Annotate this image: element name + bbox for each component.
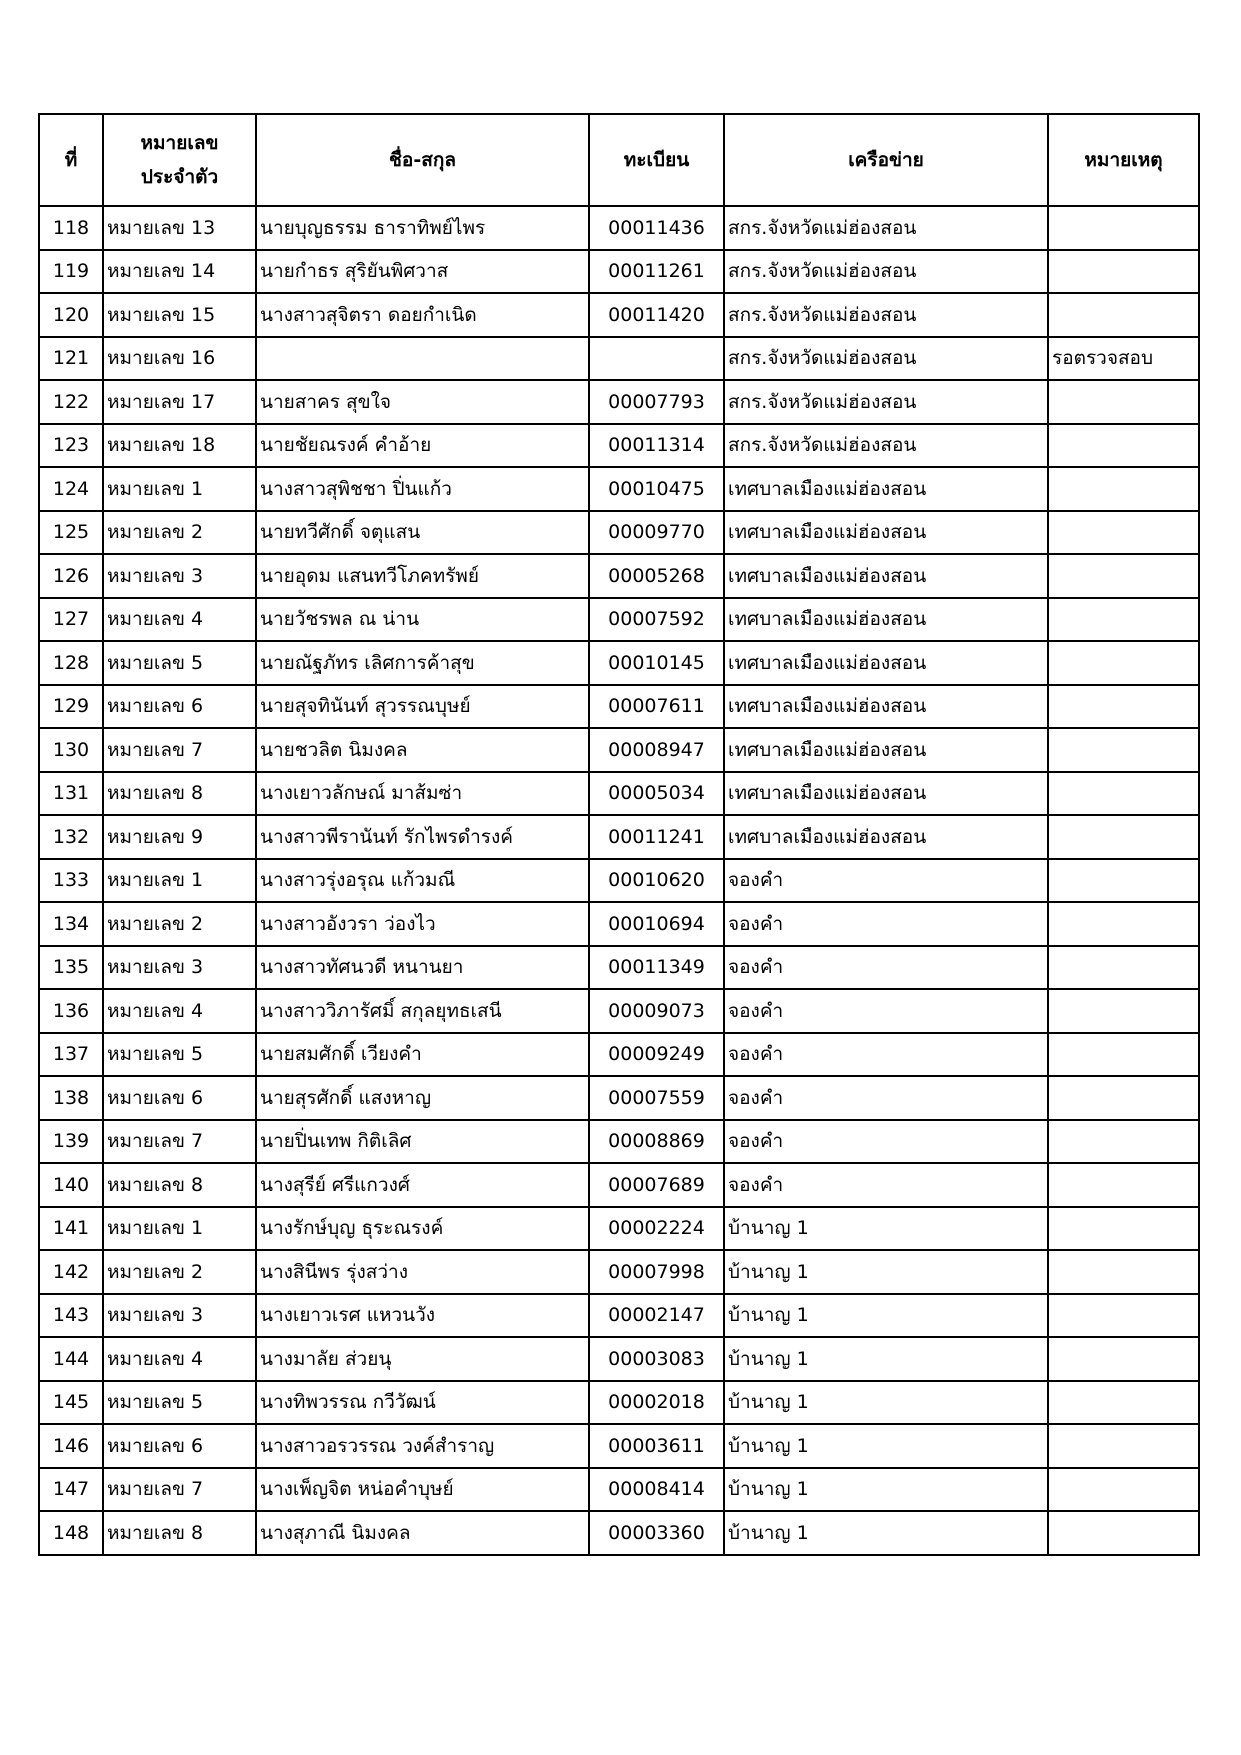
cell-name: นางมาลัย ส่วยนุ [256,1337,589,1381]
cell-registration: 00007592 [589,598,724,642]
cell-note [1048,1468,1199,1512]
cell-registration: 00011241 [589,815,724,859]
cell-name: นายปิ่นเทพ กิติเลิศ [256,1120,589,1164]
cell-no: 141 [39,1207,103,1251]
cell-no: 142 [39,1250,103,1294]
cell-note [1048,598,1199,642]
cell-id-number: หมายเลข 5 [103,641,256,685]
cell-id-number: หมายเลข 7 [103,728,256,772]
cell-note [1048,772,1199,816]
cell-network: จองคำ [724,1120,1048,1164]
table-row [39,1250,1199,1294]
table-row [39,1511,1199,1555]
cell-registration: 00008869 [589,1120,724,1164]
cell-name: นายสาคร สุขใจ [256,380,589,424]
roster-table [38,113,1200,1556]
header-id-line2: ประจำตัว [140,166,219,188]
cell-id-number: หมายเลข 2 [103,511,256,555]
cell-network: บ้านาญ 1 [724,1381,1048,1425]
cell-note [1048,1076,1199,1120]
header-note: หมายเหตุ [1048,114,1199,206]
cell-registration: 00011261 [589,250,724,294]
cell-note [1048,1033,1199,1077]
cell-network: บ้านาญ 1 [724,1294,1048,1338]
cell-network: จองคำ [724,1076,1048,1120]
cell-network: สกร.จังหวัดแม่ฮ่องสอน [724,250,1048,294]
cell-id-number: หมายเลข 6 [103,685,256,729]
cell-registration: 00003360 [589,1511,724,1555]
cell-note [1048,728,1199,772]
cell-id-number: หมายเลข 17 [103,380,256,424]
table-row [39,380,1199,424]
cell-no: 128 [39,641,103,685]
cell-no: 136 [39,989,103,1033]
cell-registration: 00008414 [589,1468,724,1512]
cell-name: นางสาวอรวรรณ วงค์สำราญ [256,1424,589,1468]
cell-no: 123 [39,424,103,468]
table-row [39,250,1199,294]
table-row [39,1207,1199,1251]
cell-no: 137 [39,1033,103,1077]
cell-no: 121 [39,337,103,381]
table-row [39,1076,1199,1120]
cell-note [1048,859,1199,903]
cell-network: บ้านาญ 1 [724,1207,1048,1251]
table-row [39,685,1199,729]
cell-no: 144 [39,1337,103,1381]
cell-network: สกร.จังหวัดแม่ฮ่องสอน [724,206,1048,250]
cell-note [1048,1207,1199,1251]
cell-network: บ้านาญ 1 [724,1250,1048,1294]
cell-registration: 00002018 [589,1381,724,1425]
cell-note [1048,1424,1199,1468]
cell-network: เทศบาลเมืองแม่ฮ่องสอน [724,772,1048,816]
table-row [39,1424,1199,1468]
cell-no: 132 [39,815,103,859]
cell-id-number: หมายเลข 4 [103,989,256,1033]
cell-note [1048,815,1199,859]
cell-note [1048,511,1199,555]
cell-name: นายสุรศักดิ์ แสงหาญ [256,1076,589,1120]
table-row [39,1468,1199,1512]
table-row [39,467,1199,511]
cell-id-number: หมายเลข 14 [103,250,256,294]
cell-id-number: หมายเลข 16 [103,337,256,381]
table-row [39,772,1199,816]
cell-network: บ้านาญ 1 [724,1511,1048,1555]
table-row [39,815,1199,859]
header-registration: ทะเบียน [589,114,724,206]
cell-network: สกร.จังหวัดแม่ฮ่องสอน [724,424,1048,468]
cell-note [1048,1294,1199,1338]
cell-note [1048,206,1199,250]
cell-registration: 00008947 [589,728,724,772]
cell-registration: 00011420 [589,293,724,337]
cell-name: นางสาวอังวรา ว่องไว [256,902,589,946]
cell-no: 124 [39,467,103,511]
cell-network: บ้านาญ 1 [724,1468,1048,1512]
cell-registration [589,337,724,381]
cell-network: จองคำ [724,946,1048,990]
cell-id-number: หมายเลข 9 [103,815,256,859]
cell-registration: 00010694 [589,902,724,946]
cell-no: 125 [39,511,103,555]
cell-network: จองคำ [724,989,1048,1033]
cell-name: นายสุจทินันท์ สุวรรณบุษย์ [256,685,589,729]
table-row [39,641,1199,685]
cell-registration: 00007998 [589,1250,724,1294]
cell-id-number: หมายเลข 6 [103,1076,256,1120]
cell-id-number: หมายเลข 3 [103,554,256,598]
cell-registration: 00011314 [589,424,724,468]
cell-no: 147 [39,1468,103,1512]
header-id-line1: หมายเลข [140,132,219,154]
table-body [39,206,1199,1555]
cell-no: 148 [39,1511,103,1555]
cell-network: จองคำ [724,1033,1048,1077]
table-row [39,1163,1199,1207]
table-row [39,206,1199,250]
cell-network: บ้านาญ 1 [724,1424,1048,1468]
table-row [39,293,1199,337]
cell-no: 135 [39,946,103,990]
cell-name: นางสาวสุจิตรา ดอยกำเนิด [256,293,589,337]
cell-network: เทศบาลเมืองแม่ฮ่องสอน [724,467,1048,511]
header-name: ชื่อ-สกุล [256,114,589,206]
cell-no: 130 [39,728,103,772]
cell-id-number: หมายเลข 5 [103,1381,256,1425]
cell-no: 126 [39,554,103,598]
cell-no: 120 [39,293,103,337]
cell-network: สกร.จังหวัดแม่ฮ่องสอน [724,337,1048,381]
cell-network: เทศบาลเมืองแม่ฮ่องสอน [724,685,1048,729]
cell-note [1048,641,1199,685]
cell-name: นายอุดม แสนทวีโภคทรัพย์ [256,554,589,598]
cell-id-number: หมายเลข 8 [103,1163,256,1207]
cell-registration: 00005034 [589,772,724,816]
cell-id-number: หมายเลข 3 [103,1294,256,1338]
cell-name: นางทิพวรรณ กวีวัฒน์ [256,1381,589,1425]
cell-registration: 00010475 [589,467,724,511]
cell-note: รอตรวจสอบ [1048,337,1199,381]
cell-no: 143 [39,1294,103,1338]
cell-note [1048,467,1199,511]
table-row [39,337,1199,381]
cell-id-number: หมายเลข 1 [103,467,256,511]
cell-name: นางสุภาณี นิมงคล [256,1511,589,1555]
cell-note [1048,989,1199,1033]
cell-name: นางสาวพีรานันท์ รักไพรดำรงค์ [256,815,589,859]
cell-registration: 00007689 [589,1163,724,1207]
cell-note [1048,1120,1199,1164]
header-no: ที่ [39,114,103,206]
table-row [39,902,1199,946]
table-row [39,1120,1199,1164]
cell-network: เทศบาลเมืองแม่ฮ่องสอน [724,728,1048,772]
cell-name: นายกำธร สุริยันพิศวาส [256,250,589,294]
cell-registration: 00011349 [589,946,724,990]
table-row [39,989,1199,1033]
cell-no: 140 [39,1163,103,1207]
cell-id-number: หมายเลข 1 [103,1207,256,1251]
cell-name: นางเพ็ญจิต หน่อคำบุษย์ [256,1468,589,1512]
cell-name: นางเยาวลักษณ์ มาส้มซ่า [256,772,589,816]
cell-id-number: หมายเลข 7 [103,1120,256,1164]
cell-id-number: หมายเลข 7 [103,1468,256,1512]
cell-no: 133 [39,859,103,903]
cell-no: 145 [39,1381,103,1425]
cell-registration: 00002224 [589,1207,724,1251]
cell-name: นางสาวรุ่งอรุณ แก้วมณี [256,859,589,903]
cell-name: นางสุรีย์ ศรีแกวงศ์ [256,1163,589,1207]
cell-no: 122 [39,380,103,424]
cell-name: นางสินีพร รุ่งสว่าง [256,1250,589,1294]
cell-network: เทศบาลเมืองแม่ฮ่องสอน [724,554,1048,598]
cell-id-number: หมายเลข 5 [103,1033,256,1077]
cell-network: เทศบาลเมืองแม่ฮ่องสอน [724,641,1048,685]
table-row [39,1381,1199,1425]
cell-name: นางสาวสุพิชชา ปิ่นแก้ว [256,467,589,511]
cell-registration: 00007559 [589,1076,724,1120]
cell-name: นางสาววิภารัศมิ์ สกุลยุทธเสนี [256,989,589,1033]
cell-note [1048,685,1199,729]
cell-network: จองคำ [724,1163,1048,1207]
cell-id-number: หมายเลข 18 [103,424,256,468]
cell-id-number: หมายเลข 8 [103,772,256,816]
cell-note [1048,554,1199,598]
cell-name: นายสมศักดิ์ เวียงคำ [256,1033,589,1077]
cell-name: นายบุญธรรม ธาราทิพย์ไพร [256,206,589,250]
cell-no: 131 [39,772,103,816]
cell-no: 118 [39,206,103,250]
cell-id-number: หมายเลข 6 [103,1424,256,1468]
cell-no: 134 [39,902,103,946]
cell-registration: 00007611 [589,685,724,729]
cell-name: นางสาวทัศนวดี หนานยา [256,946,589,990]
cell-name: นายณัฐภัทร เลิศการค้าสุข [256,641,589,685]
cell-network: จองคำ [724,859,1048,903]
cell-note [1048,293,1199,337]
cell-network: เทศบาลเมืองแม่ฮ่องสอน [724,815,1048,859]
cell-no: 139 [39,1120,103,1164]
cell-no: 119 [39,250,103,294]
cell-id-number: หมายเลข 8 [103,1511,256,1555]
cell-id-number: หมายเลข 1 [103,859,256,903]
table-row [39,946,1199,990]
cell-registration: 00011436 [589,206,724,250]
cell-note [1048,424,1199,468]
cell-note [1048,1163,1199,1207]
table-row [39,728,1199,772]
cell-name: นายชวลิต นิมงคล [256,728,589,772]
cell-no: 129 [39,685,103,729]
cell-network: เทศบาลเมืองแม่ฮ่องสอน [724,598,1048,642]
cell-no: 138 [39,1076,103,1120]
table-row [39,598,1199,642]
cell-registration: 00003611 [589,1424,724,1468]
cell-note [1048,1250,1199,1294]
cell-id-number: หมายเลข 2 [103,902,256,946]
cell-registration: 00007793 [589,380,724,424]
cell-note [1048,380,1199,424]
cell-id-number: หมายเลข 4 [103,598,256,642]
cell-note [1048,1381,1199,1425]
cell-id-number: หมายเลข 13 [103,206,256,250]
cell-registration: 00005268 [589,554,724,598]
cell-name [256,337,589,381]
cell-network: บ้านาญ 1 [724,1337,1048,1381]
table-header-row [39,114,1199,206]
cell-id-number: หมายเลข 2 [103,1250,256,1294]
cell-registration: 00010620 [589,859,724,903]
cell-note [1048,946,1199,990]
cell-name: นายชัยณรงค์ คำอ้าย [256,424,589,468]
table-row [39,424,1199,468]
cell-network: เทศบาลเมืองแม่ฮ่องสอน [724,511,1048,555]
cell-network: สกร.จังหวัดแม่ฮ่องสอน [724,293,1048,337]
header-network: เครือข่าย [724,114,1048,206]
cell-registration: 00002147 [589,1294,724,1338]
table-row [39,511,1199,555]
cell-name: นายวัชรพล ณ น่าน [256,598,589,642]
table-row [39,1033,1199,1077]
cell-no: 146 [39,1424,103,1468]
cell-note [1048,902,1199,946]
cell-name: นางเยาวเรศ แหวนวัง [256,1294,589,1338]
header-id-number [103,114,256,206]
cell-note [1048,1337,1199,1381]
table-row [39,1294,1199,1338]
cell-id-number: หมายเลข 15 [103,293,256,337]
cell-registration: 00003083 [589,1337,724,1381]
cell-no: 127 [39,598,103,642]
cell-network: จองคำ [724,902,1048,946]
cell-network: สกร.จังหวัดแม่ฮ่องสอน [724,380,1048,424]
cell-note [1048,1511,1199,1555]
table-row [39,1337,1199,1381]
table-row [39,554,1199,598]
cell-id-number: หมายเลข 3 [103,946,256,990]
cell-registration: 00009249 [589,1033,724,1077]
cell-registration: 00009770 [589,511,724,555]
cell-registration: 00009073 [589,989,724,1033]
cell-note [1048,250,1199,294]
cell-name: นางรักษ์บุญ ธุระณรงค์ [256,1207,589,1251]
cell-id-number: หมายเลข 4 [103,1337,256,1381]
cell-name: นายทวีศักดิ์ จตุแสน [256,511,589,555]
table-row [39,859,1199,903]
cell-registration: 00010145 [589,641,724,685]
